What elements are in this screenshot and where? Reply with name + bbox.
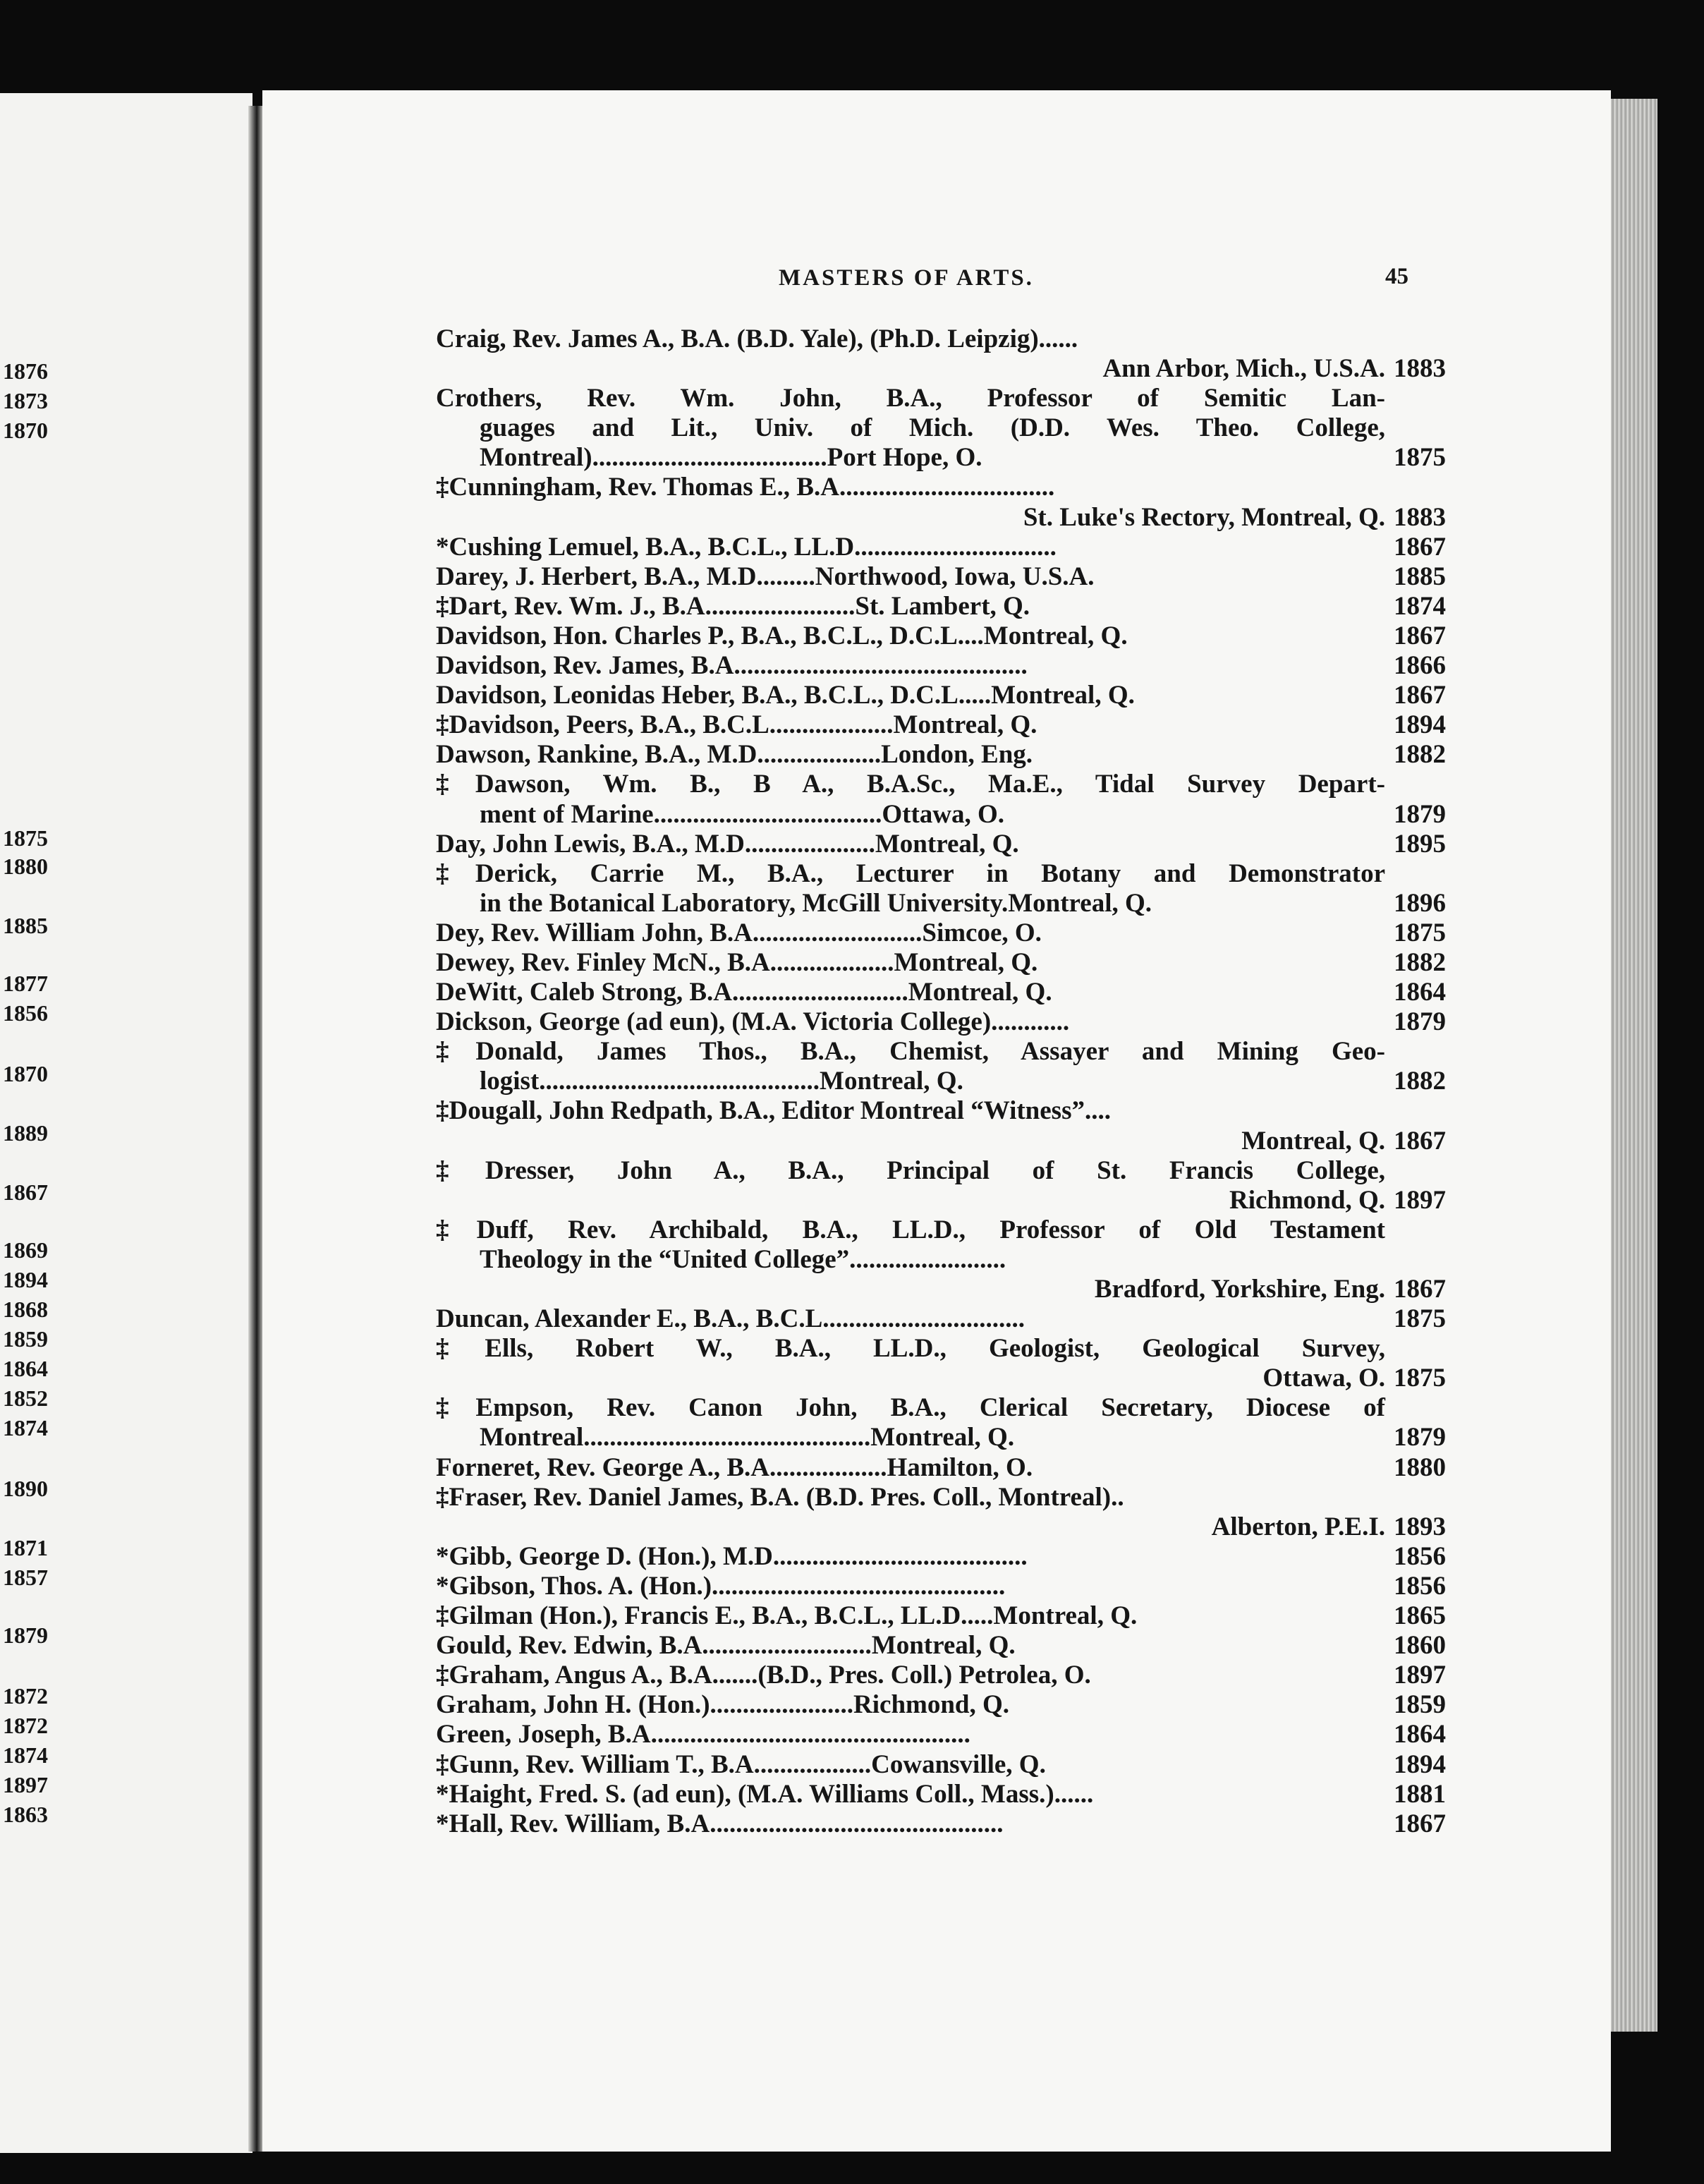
list-line: ‡Dougall, John Redpath, B.A., Editor Montreal “Witness”....	[436, 1096, 1111, 1126]
list-line: ‡Donald, James Thos., B.A., Chemist, Assayer and Mining Geo-	[436, 1037, 1385, 1067]
list-line: Gould, Rev. Edwin, B.A..........................Montreal, Q. 1860	[436, 1631, 1446, 1661]
left-year: 1872	[3, 1683, 48, 1709]
list-line: Montreal, Q. 1867	[1241, 1126, 1446, 1155]
list-line: in the Botanical Laboratory, McGill University.Montreal, Q. 1896	[480, 888, 1446, 918]
list-line: ‡Ells, Robert W., B.A., LL.D., Geologist, Geological Survey,	[436, 1334, 1385, 1364]
left-year: 1856	[3, 1000, 48, 1026]
left-year: 1877	[3, 971, 48, 996]
masters-list	[436, 324, 1446, 1839]
page-number: 45	[1385, 264, 1408, 289]
list-line: Green, Joseph, B.A................................................. 1864	[436, 1720, 1446, 1749]
left-year: 1890	[3, 1476, 48, 1501]
list-line: Forneret, Rev. George A., B.A..................Hamilton, O. 1880	[436, 1452, 1446, 1482]
left-year: 1889	[3, 1120, 48, 1146]
list-line: Montreal)....................................Port Hope, O. 1875	[480, 443, 1446, 473]
list-line: ‡Graham, Angus A., B.A.......(B.D., Pres. Coll.) Petrolea, O. 1897	[436, 1661, 1446, 1690]
left-year: 1867	[3, 1179, 48, 1205]
left-year: 1876	[3, 358, 48, 384]
list-line: Davidson, Hon. Charles P., B.A., B.C.L., D.C.L....Montreal, Q. 1867	[436, 621, 1446, 650]
list-line: ‡Dart, Rev. Wm. J., B.A.......................St. Lambert, Q. 1874	[436, 591, 1446, 621]
left-year: 1871	[3, 1535, 48, 1560]
left-year: 1897	[3, 1772, 48, 1797]
list-line: Alberton, P.E.I. 1893	[1211, 1512, 1446, 1541]
left-year: 1872	[3, 1713, 48, 1738]
list-line: logist...........................................Montreal, Q. 1882	[480, 1067, 1446, 1096]
left-year: 1873	[3, 388, 48, 413]
list-line: ‡Gilman (Hon.), Francis E., B.A., B.C.L., LL.D.....Montreal, Q. 1865	[436, 1601, 1446, 1631]
list-line: Bradford, Yorkshire, Eng. 1867	[1094, 1275, 1446, 1304]
list-line: Davidson, Leonidas Heber, B.A., B.C.L., D.C.L.....Montreal, Q. 1867	[436, 681, 1446, 710]
list-line: Dey, Rev. William John, B.A..........................Simcoe, O. 1875	[436, 918, 1446, 947]
left-year: 1870	[3, 1061, 48, 1086]
list-line: Day, John Lewis, B.A., M.D....................Montreal, Q. 1895	[436, 829, 1446, 859]
list-line: Craig, Rev. James A., B.A. (B.D. Yale), (Ph.D. Leipzig)......	[436, 324, 1078, 353]
list-line: *Haight, Fred. S. (ad eun), (M.A. Williams Coll., Mass.)...... 1881	[436, 1779, 1446, 1809]
list-line: St. Luke's Rectory, Montreal, Q. 1883	[1023, 502, 1446, 532]
left-year: 1863	[3, 1802, 48, 1827]
left-year: 1875	[3, 825, 48, 851]
list-line: Theology in the “United College”........................	[480, 1244, 1006, 1274]
left-year: 1894	[3, 1267, 48, 1292]
left-year: 1859	[3, 1326, 48, 1352]
list-line: Ottawa, O. 1875	[1262, 1364, 1446, 1393]
list-line: Graham, John H. (Hon.)......................Richmond, Q. 1859	[436, 1690, 1446, 1720]
list-line: ment of Marine...................................Ottawa, O. 1879	[480, 799, 1446, 829]
list-line: Dickson, George (ad eun), (M.A. Victoria College)............ 1879	[436, 1007, 1446, 1037]
list-line: Dawson, Rankine, B.A., M.D...................London, Eng. 1882	[436, 740, 1446, 770]
left-year: 1857	[3, 1565, 48, 1590]
left-year: 1869	[3, 1237, 48, 1263]
list-line: DeWitt, Caleb Strong, B.A...........................Montreal, Q. 1864	[436, 978, 1446, 1007]
list-line: ‡Gunn, Rev. William T., B.A..................Cowansville, Q. 1894	[436, 1749, 1446, 1779]
list-line: Ann Arbor, Mich., U.S.A. 1883	[1102, 354, 1446, 384]
book-gutter	[248, 106, 264, 2152]
left-year: 1874	[3, 1415, 48, 1440]
list-line: *Cushing Lemuel, B.A., B.C.L., LL.D............................... 1867	[436, 532, 1446, 562]
list-line: ‡Dawson, Wm. B., B A., B.A.Sc., Ma.E., Tidal Survey Depart-	[436, 770, 1385, 799]
list-line: ‡Fraser, Rev. Daniel James, B.A. (B.D. Pres. Coll., Montreal)..	[436, 1482, 1124, 1512]
left-year: 1874	[3, 1742, 48, 1768]
list-line: ‡Empson, Rev. Canon John, B.A., Clerical Secretary, Diocese of	[436, 1393, 1385, 1423]
list-line: ‡Derick, Carrie M., B.A., Lecturer in Botany and Demonstrator	[436, 859, 1385, 888]
left-year: 1852	[3, 1385, 48, 1411]
list-line: Davidson, Rev. James, B.A............................................. 1866	[436, 651, 1446, 681]
left-year: 1885	[3, 913, 48, 938]
running-header: MASTERS OF ARTS.	[779, 265, 1034, 291]
list-line: *Gibb, George D. (Hon.), M.D....................................... 1856	[436, 1541, 1446, 1571]
list-line: Dewey, Rev. Finley McN., B.A...................Montreal, Q. 1882	[436, 947, 1446, 977]
list-line: Crothers, Rev. Wm. John, B.A., Professor of Semitic Lan-	[436, 384, 1385, 413]
list-line: Montreal............................................Montreal, Q. 1879	[480, 1423, 1446, 1452]
left-year: 1879	[3, 1622, 48, 1648]
list-line: ‡Cunningham, Rev. Thomas E., B.A.................................	[436, 473, 1055, 502]
left-year: 1868	[3, 1297, 48, 1322]
left-year: 1864	[3, 1356, 48, 1381]
list-line: ‡Davidson, Peers, B.A., B.C.L...................Montreal, Q. 1894	[436, 710, 1446, 740]
list-line: guages and Lit., Univ. of Mich. (D.D. Wes. Theo. College,	[480, 413, 1385, 443]
list-line: *Hall, Rev. William, B.A............................................. 1867	[436, 1809, 1446, 1838]
list-line: Richmond, Q. 1897	[1229, 1185, 1446, 1215]
list-line: *Gibson, Thos. A. (Hon.)............................................. 1856	[436, 1571, 1446, 1601]
list-line: ‡Dresser, John A., B.A., Principal of St. Francis College,	[436, 1155, 1385, 1185]
left-year: 1880	[3, 854, 48, 879]
left-year: 1870	[3, 418, 48, 443]
list-line: Duncan, Alexander E., B.A., B.C.L............................... 1875	[436, 1304, 1446, 1334]
list-line: Darey, J. Herbert, B.A., M.D.........Northwood, Iowa, U.S.A. 1885	[436, 562, 1446, 591]
page-edge	[1611, 99, 1657, 2032]
list-line: ‡Duff, Rev. Archibald, B.A., LL.D., Professor of Old Testament	[436, 1215, 1385, 1244]
